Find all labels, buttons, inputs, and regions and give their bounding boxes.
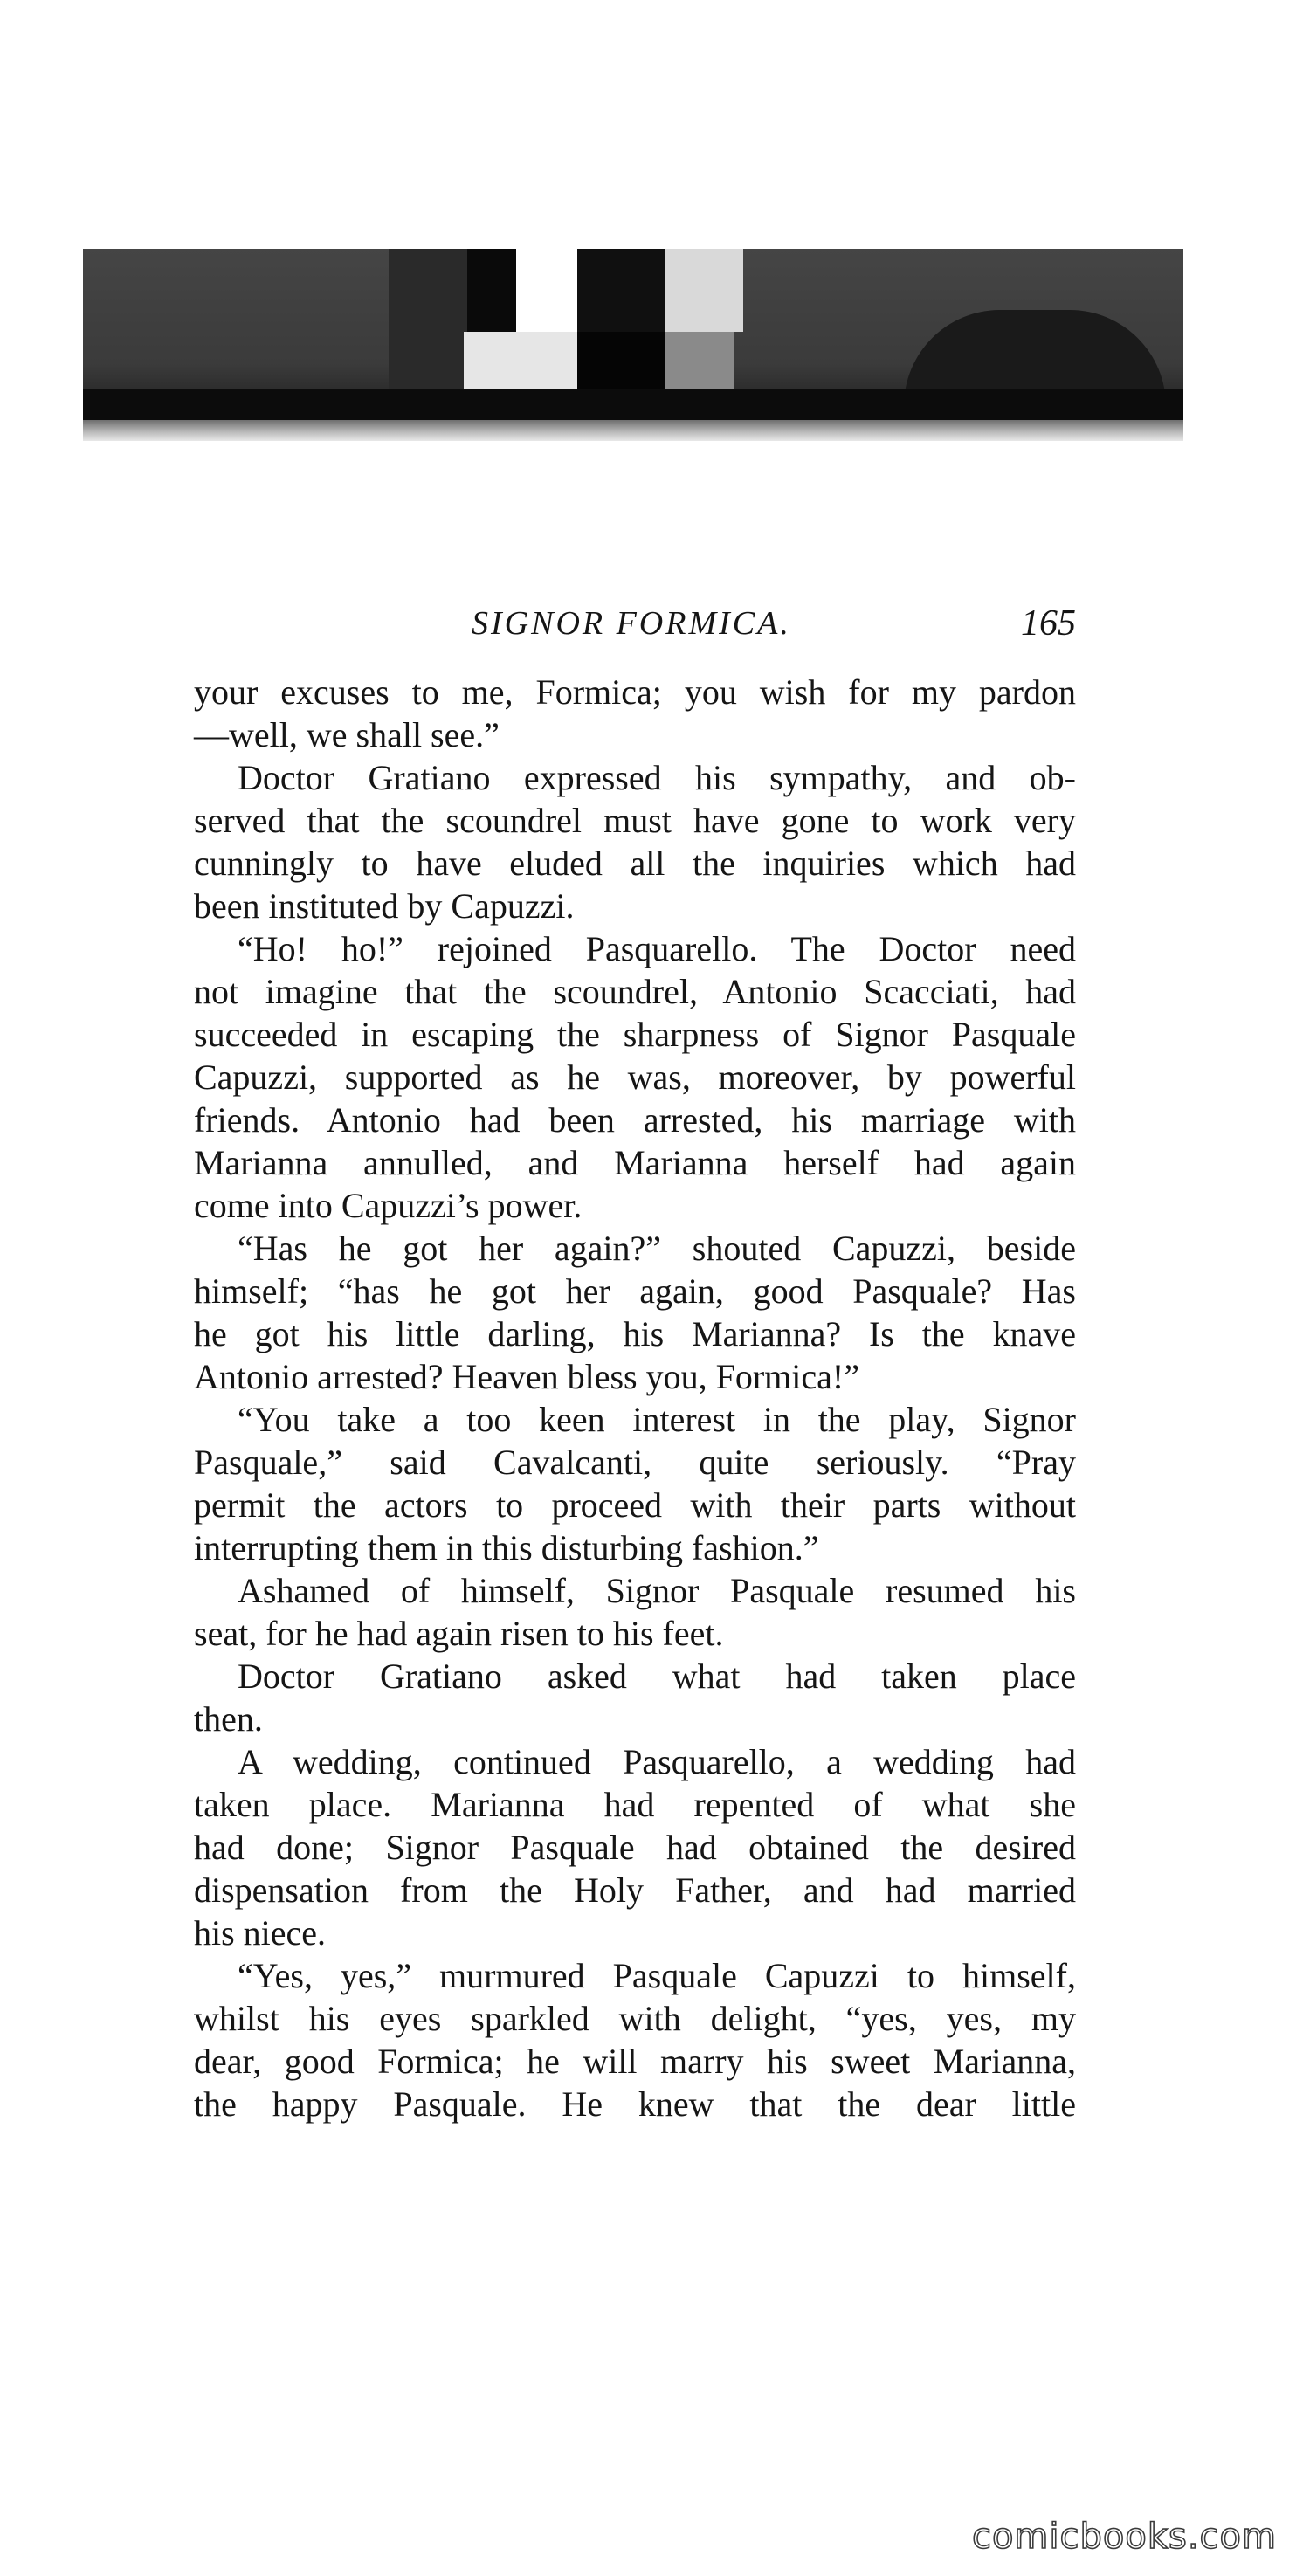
image-light-block — [516, 249, 577, 332]
body-text — [194, 671, 1076, 2125]
text-line: “Yes, yes,” murmured Pasquale Capuzzi to himself, — [238, 1956, 1076, 1995]
text-line: Antonio arrested? Heaven bless you, Formica!” — [194, 1357, 859, 1396]
text-line: not imagine that the scoundrel, Antonio Scacciati, had — [194, 972, 1076, 1011]
running-title: SIGNOR FORMICA. — [472, 605, 791, 642]
text-line: Pasquale,” said Cavalcanti, quite seriously. “Pray — [194, 1443, 1076, 1482]
text-line: Doctor Gratiano asked what had taken place — [238, 1656, 1076, 1696]
text-line: Marianna annulled, and Marianna herself had again — [194, 1143, 1076, 1182]
text-line: taken place. Marianna had repented of what she — [194, 1785, 1076, 1824]
text-line: the happy Pasquale. He knew that the dear little — [194, 2084, 1076, 2124]
text-line: his niece. — [194, 1913, 327, 1953]
text-line: whilst his eyes sparkled with delight, “yes, yes, my — [194, 1999, 1076, 2038]
text-line: himself; “has he got her again, good Pasquale? Has — [194, 1271, 1076, 1311]
text-line: friends. Antonio had been arrested, his marriage with — [194, 1100, 1076, 1140]
text-line: “You take a too keen interest in the play, Signor — [238, 1400, 1076, 1439]
text-line: permit the actors to proceed with their parts without — [194, 1485, 1076, 1525]
running-head — [194, 604, 1076, 648]
text-line: seat, for he had again risen to his feet. — [194, 1614, 724, 1653]
text-line: Ashamed of himself, Signor Pasquale resumed his — [238, 1571, 1076, 1610]
image-grey-block — [665, 332, 734, 389]
text-line: Doctor Gratiano expressed his sympathy, and ob- — [238, 758, 1076, 797]
text-line: Capuzzi, supported as he was, moreover, by powerful — [194, 1057, 1076, 1097]
page-number: 165 — [1021, 603, 1076, 644]
text-line: —well, we shall see.” — [194, 715, 500, 754]
text-line: interrupting them in this disturbing fashion.” — [194, 1528, 819, 1567]
scanned-image-strip — [83, 249, 1183, 441]
text-line: “Ho! ho!” rejoined Pasquarello. The Doctor need — [238, 929, 1076, 968]
image-light-block — [665, 249, 743, 332]
text-line: had done; Signor Pasquale had obtained the desired — [194, 1828, 1076, 1867]
text-line: succeeded in escaping the sharpness of Signor Pasquale — [194, 1015, 1076, 1054]
watermark: comicbooks.com — [971, 2517, 1277, 2557]
image-dark-band — [83, 389, 1183, 420]
text-line: been instituted by Capuzzi. — [194, 886, 575, 926]
text-line: “Has he got her again?” shouted Capuzzi, beside — [238, 1229, 1076, 1268]
image-dark-block — [577, 332, 665, 389]
text-line: served that the scoundrel must have gone to work very — [194, 801, 1076, 840]
image-light-block — [464, 332, 577, 389]
text-line: come into Capuzzi’s power. — [194, 1186, 583, 1225]
text-line: your excuses to me, Formica; you wish for my pardon — [194, 672, 1076, 712]
text-line: dispensation from the Holy Father, and had married — [194, 1870, 1076, 1910]
text-line: then. — [194, 1699, 263, 1739]
text-line: he got his little darling, his Marianna? Is the knave — [194, 1314, 1076, 1353]
image-shade-block — [389, 249, 467, 389]
image-page-edge — [83, 420, 1183, 441]
text-line: cunningly to have eluded all the inquiries which had — [194, 844, 1076, 883]
image-dark-block — [577, 249, 665, 332]
text-line: A wedding, continued Pasquarello, a wedding had — [238, 1742, 1076, 1781]
text-line: dear, good Formica; he will marry his sweet Marianna, — [194, 2042, 1076, 2081]
